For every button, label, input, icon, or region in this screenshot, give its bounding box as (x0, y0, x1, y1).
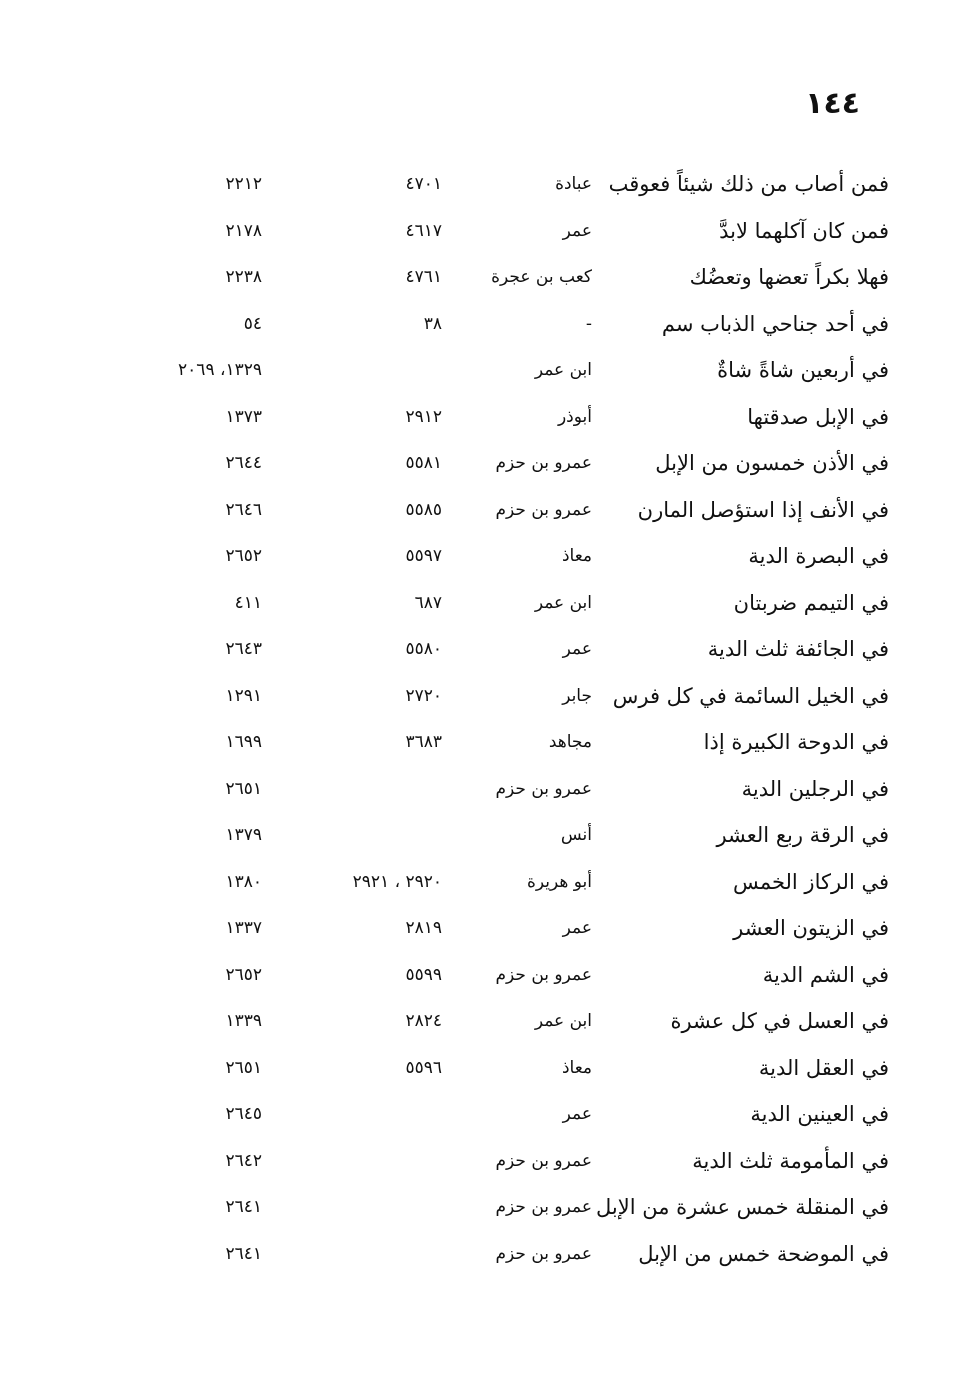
narrator-name: معاذ (561, 546, 592, 566)
hadith-text: فمن كان آكلهما لابدَّ (719, 218, 889, 243)
reference-number: ٢٦٤١ (225, 1197, 262, 1217)
reference-number: ٢٦٤٥ (225, 1104, 262, 1124)
reference-number: ١٣٣٧ (225, 918, 262, 938)
hadith-number: ٣٨ (423, 313, 442, 334)
table-row (0, 815, 957, 862)
table-row (0, 1187, 957, 1234)
hadith-text: في الإبل صدقتها (747, 404, 889, 429)
table-row (0, 443, 957, 490)
narrator-name: عمرو بن حزم (495, 1150, 592, 1171)
narrator-name: عمر (562, 1104, 592, 1124)
table-row (0, 629, 957, 676)
hadith-number: ٥٥٩٩ (405, 964, 442, 985)
hadith-number: ٣٦٨٣ (405, 732, 442, 752)
table-row (0, 490, 957, 537)
reference-number: ٢٦٥٢ (225, 964, 262, 985)
narrator-name: عمرو بن حزم (495, 964, 592, 985)
hadith-number: ٥٥٨٠ (405, 639, 442, 659)
narrator-name: عمر (562, 220, 592, 241)
hadith-number: ٤٧٠١ (405, 174, 442, 194)
table-row (0, 583, 957, 630)
table-row (0, 350, 957, 397)
narrator-name: عمرو بن حزم (495, 1243, 592, 1264)
hadith-number: ٢٨١٩ (405, 918, 442, 938)
narrator-name: - (585, 313, 592, 334)
hadith-index-table (0, 164, 957, 1280)
reference-number: ٢٦٤٤ (225, 453, 262, 473)
table-row (0, 304, 957, 351)
reference-number: ٢٦٤١ (225, 1243, 262, 1264)
hadith-number: ٥٥٨٥ (405, 499, 442, 520)
reference-number: ١٣٧٣ (225, 406, 262, 427)
hadith-number: ٤٦١٧ (405, 220, 442, 241)
table-row (0, 397, 957, 444)
table-row (0, 1001, 957, 1048)
hadith-number: ٢٨٢٤ (405, 1011, 442, 1031)
narrator-name: عمر (562, 639, 592, 659)
hadith-text: في الزيتون العشر (733, 916, 889, 940)
hadith-number: ٢٧٢٠ (405, 685, 442, 706)
table-row (0, 211, 957, 258)
hadith-text: في العينين الدية (750, 1102, 889, 1126)
narrator-name: ابن عمر (534, 360, 592, 380)
reference-number: ١٣٣٩ (225, 1011, 262, 1031)
hadith-text: في العسل في كل عشرة (670, 1009, 889, 1033)
hadith-number: ٥٥٩٧ (405, 546, 442, 566)
table-row (0, 536, 957, 583)
narrator-name: مجاهد (548, 732, 592, 752)
reference-number: ١٣٧٩ (225, 825, 262, 845)
reference-number: ٥٤ (243, 313, 262, 334)
hadith-text: في الشم الدية (762, 962, 889, 987)
table-row (0, 1048, 957, 1095)
narrator-name: عمرو بن حزم (495, 453, 592, 473)
hadith-text: فهلا بكراً تعضها وتعضُك (689, 265, 889, 289)
table-row (0, 676, 957, 723)
hadith-number: ٥٥٩٦ (405, 1057, 442, 1078)
reference-number: ١٦٩٩ (225, 732, 262, 752)
reference-number: ٢٦٤٦ (225, 499, 262, 520)
reference-number: ١٣٢٩، ٢٠٦٩ (178, 360, 262, 380)
page-number: ١٤٤ (805, 86, 860, 121)
reference-number: ٢٦٥١ (225, 1057, 262, 1078)
hadith-number: ٤٧٦١ (405, 267, 442, 287)
reference-number: ١٣٨٠ (225, 871, 262, 892)
table-row (0, 862, 957, 909)
narrator-name: أبوذر (557, 406, 592, 427)
table-row (0, 955, 957, 1002)
table-row (0, 164, 957, 211)
narrator-name: كعب بن عجرة (491, 267, 592, 287)
hadith-text: في المأمومة ثلث الدية (692, 1148, 889, 1173)
narrator-name: أنس (560, 825, 592, 845)
hadith-text: في الجائفة ثلث الدية (707, 637, 889, 661)
hadith-text: في التيمم ضربتان (733, 590, 889, 615)
narrator-name: ابن عمر (534, 592, 592, 613)
hadith-text: في الرقة ربع العشر (716, 823, 889, 847)
hadith-number: ٢٩١٢ (405, 406, 442, 427)
table-row (0, 257, 957, 304)
narrator-name: جابر (562, 685, 592, 706)
hadith-text: في الخيل السائمة في كل فرس (612, 683, 889, 708)
reference-number: ١٢٩١ (225, 685, 262, 706)
hadith-text: في الأذن خمسون من الإبل (655, 451, 889, 475)
reference-number: ٢١٧٨ (225, 220, 262, 241)
reference-number: ٢٦٥١ (225, 778, 262, 799)
narrator-name: عمرو بن حزم (495, 778, 592, 799)
narrator-name: عمر (562, 918, 592, 938)
hadith-number: ٦٨٧ (414, 592, 442, 613)
narrator-name: عمرو بن حزم (495, 499, 592, 520)
table-row (0, 1234, 957, 1281)
table-row (0, 1141, 957, 1188)
hadith-text: في الموضحة خمس من الإبل (638, 1241, 889, 1266)
table-row (0, 1094, 957, 1141)
hadith-text: في الأنف إذا استؤصل المارن (637, 497, 889, 522)
hadith-text: في الركاز الخمس (733, 869, 889, 894)
narrator-name: عمرو بن حزم (495, 1197, 592, 1217)
reference-number: ٢٦٤٣ (225, 639, 262, 659)
reference-number: ٢٦٥٢ (225, 546, 262, 566)
hadith-text: في البصرة الدية (748, 544, 889, 568)
hadith-text: في الدوحة الكبيرة إذا (703, 730, 889, 754)
narrator-name: عبادة (555, 174, 592, 194)
hadith-number: ٥٥٨١ (405, 453, 442, 473)
table-row (0, 908, 957, 955)
hadith-text: في المنقلة خمس عشرة من الإبل (595, 1195, 889, 1219)
table-row (0, 769, 957, 816)
hadith-text: في العقل الدية (758, 1055, 889, 1080)
table-row (0, 722, 957, 769)
hadith-text: فمن أصاب من ذلك شيئاً فعوقب (608, 172, 889, 196)
narrator-name: أبو هريرة (526, 871, 592, 892)
reference-number: ٤١١ (234, 592, 262, 613)
narrator-name: ابن عمر (534, 1011, 592, 1031)
reference-number: ٢٢١٢ (225, 174, 262, 194)
hadith-number: ٢٩٢٠ ، ٢٩٢١ (352, 871, 442, 892)
hadith-text: في أربعين شاةً شاةٌ (717, 358, 889, 382)
hadith-text: في الرجلين الدية (741, 776, 889, 801)
narrator-name: معاذ (561, 1057, 592, 1078)
reference-number: ٢٢٣٨ (225, 267, 262, 287)
hadith-text: في أحد جناحي الذباب سم (661, 311, 889, 336)
reference-number: ٢٦٤٢ (225, 1150, 262, 1171)
